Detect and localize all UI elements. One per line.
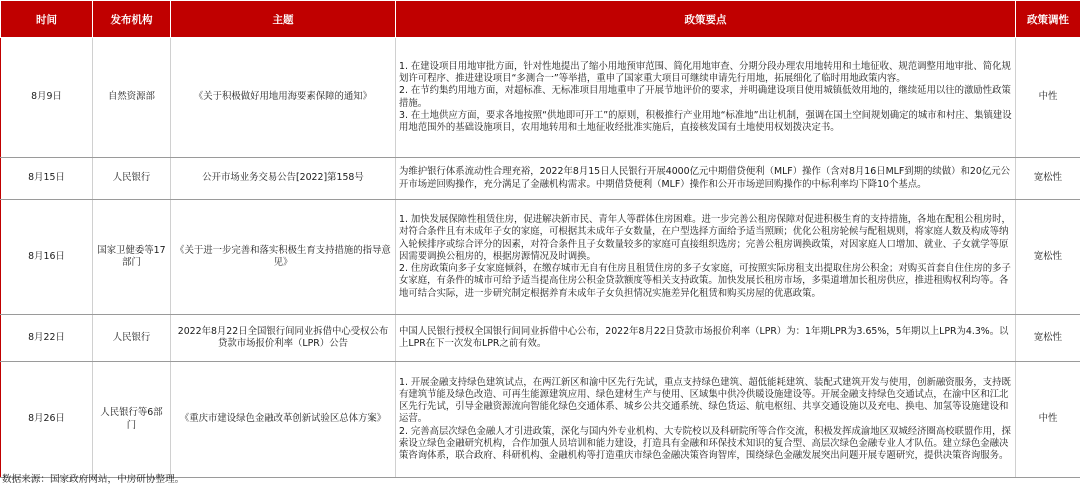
row-key-points: [396, 200, 1016, 315]
header-tone: 政策调性: [1016, 1, 1080, 38]
header-time: 时间: [1, 1, 93, 38]
row-agency: 人民银行等6部门: [93, 362, 171, 478]
row-date: 8月16日: [1, 200, 93, 315]
row-topic: 《重庆市建设绿色金融改革创新试验区总体方案》: [171, 362, 396, 478]
table-header-row: [1, 1, 1080, 38]
key-point: 1. 开展金融支持绿色建筑试点，在两江新区和渝中区先行先试，重点支持绿色建筑、超低能耗建筑、装配式建筑开发与使用，创新融资服务，支持既有建筑节能及绿色改造、可再生能源建筑应用、绿色建材生产与使用、区域集中供冷供暖设施建设等。开展金融支持绿色交通试点，在渝中区和江北区先行先试，引导金融资源流向智能化绿色交通体系、城乡公共交通系统、绿色货运、航电枢纽、共享交通设施以及充电、换电、加氢等设施建设和运营。: [399, 376, 1011, 425]
key-point: 中国人民银行授权全国银行间同业拆借中心公布，2022年8月22日贷款市场报价利率（LPR）为：1年期LPR为3.65%，5年期以上LPR为4.3%。以上LPR在下一次发布LPR之前有效。: [399, 325, 1009, 349]
table-row: [1, 200, 1080, 315]
row-date: 8月15日: [1, 158, 93, 200]
row-date: 8月22日: [1, 315, 93, 362]
source-note: 数据来源：国家政府网站，中房研协整理。: [2, 474, 185, 485]
row-key-points: [396, 158, 1016, 200]
row-date: 8月26日: [1, 362, 93, 478]
row-topic: 《关于积极做好用地用海要素保障的通知》: [171, 38, 396, 158]
table-row: [1, 158, 1080, 200]
row-tone: 宽松性: [1016, 315, 1080, 362]
table-row: [1, 362, 1080, 478]
row-tone: 宽松性: [1016, 200, 1080, 315]
header-key-points: 政策要点: [396, 1, 1016, 38]
row-key-points: [396, 315, 1016, 362]
key-point: 2. 住房政策向多子女家庭倾斜，在缴存城市无自有住房且租赁住房的多子女家庭，可按照实际房租支出提取住房公积金；对购买首套自住住房的多子女家庭，有条件的城市可给予适当提高住房公积金贷款额度等相关支持政策。加快发展长租房市场，多渠道增加长租房供应，推进租购权利均等。各地可结合实际，进一步研究制定根据养育未成年子女负担情况实施差异化租赁和购买房屋的优惠政策。: [399, 263, 1011, 299]
key-point: 为维护银行体系流动性合理充裕，2022年8月15日人民银行开展4000亿元中期借贷便利（MLF）操作（含对8月16日MLF到期的续做）和20亿元公开市场逆回购操作，充分满足了金融机构需求。中期借贷便利（MLF）操作和公开市场逆回购操作的中标利率均下降10个基点。: [399, 166, 1010, 190]
key-point: 1. 在建设项目用地审批方面，针对性地提出了缩小用地预审范围、简化用地审查、分期分段办理农用地转用和土地征收、规范调整用地审批、简化规划许可程序、推进建设项目“多测合一”等举措，重申了国家重大项目可继续申请先行用地，拓展细化了临时用地政策内容。: [399, 60, 1011, 85]
row-agency: 国家卫健委等17部门: [93, 200, 171, 315]
row-date: 8月9日: [1, 38, 93, 158]
row-tone: 中性: [1016, 38, 1080, 158]
header-agency: 发布机构: [93, 1, 171, 38]
row-topic: 2022年8月22日全国银行间同业拆借中心受权公布贷款市场报价利率（LPR）公告: [171, 315, 396, 362]
row-topic: 《关于进一步完善和落实积极生育支持措施的指导意见》: [171, 200, 396, 315]
row-topic: 公开市场业务交易公告[2022]第158号: [171, 158, 396, 200]
header-topic: 主题: [171, 1, 396, 38]
key-point: 2. 完善高层次绿色金融人才引进政策，深化与国内外专业机构、大专院校以及科研院所等合作交流，积极发挥成渝地区双城经济圈高校联盟作用，探索设立绿色金融研究机构，合作加强人员培训和能力建设，打造具有金融和环保技术知识的复合型、高层次绿色金融专业人才队伍。建立绿色金融决策咨询体系，联合政府、科研机构、金融机构等打造重庆市绿色金融决策咨询智库，围绕绿色金融发展突出问题开展专题研究，提供决策咨询服务。: [399, 425, 1011, 461]
row-key-points: [396, 362, 1016, 478]
table-row: [1, 315, 1080, 362]
row-agency: 人民银行: [93, 315, 171, 362]
row-agency: 自然资源部: [93, 38, 171, 158]
row-tone: 宽松性: [1016, 158, 1080, 200]
table-row: [1, 38, 1080, 158]
key-point: 2. 在节约集约用地方面，对超标准、无标准项目用地重申了开展节地评价的要求，并明确建设项目使用城镇低效用地的，继续延用以往的激励性政策措施。: [399, 85, 1011, 109]
row-key-points: [396, 38, 1016, 158]
row-agency: 人民银行: [93, 158, 171, 200]
key-point: 1. 加快发展保障性租赁住房，促进解决新市民、青年人等群体住房困难。进一步完善公租房保障对促进积极生育的支持措施，各地在配租公租房时，对符合条件且有未成年子女的家庭，可根据其未成年子女数量，在户型选择方面给予适当照顾；优化公租房轮候与配租规则，将家庭人数及构成等纳入轮候排序或综合评分的因素，对符合条件且子女数量较多的家庭可直接组织选房；完善公租房调换政策，对因家庭人口增加、就业、子女就学等原因需要调换公租房的，根据房源情况及时调换。: [399, 214, 1011, 262]
key-point: 3. 在土地供应方面，要求各地按照“供地即可开工”的原则，积极推行产业用地“标准地”出让机制，强调在国土空间规划确定的城市和村庄、集镇建设用地范围外的基础设施项目，农用地转用和土地征收经批准实施后，直接核发国有土地使用权划拨决定书。: [399, 109, 1012, 133]
row-tone: 中性: [1016, 362, 1080, 478]
